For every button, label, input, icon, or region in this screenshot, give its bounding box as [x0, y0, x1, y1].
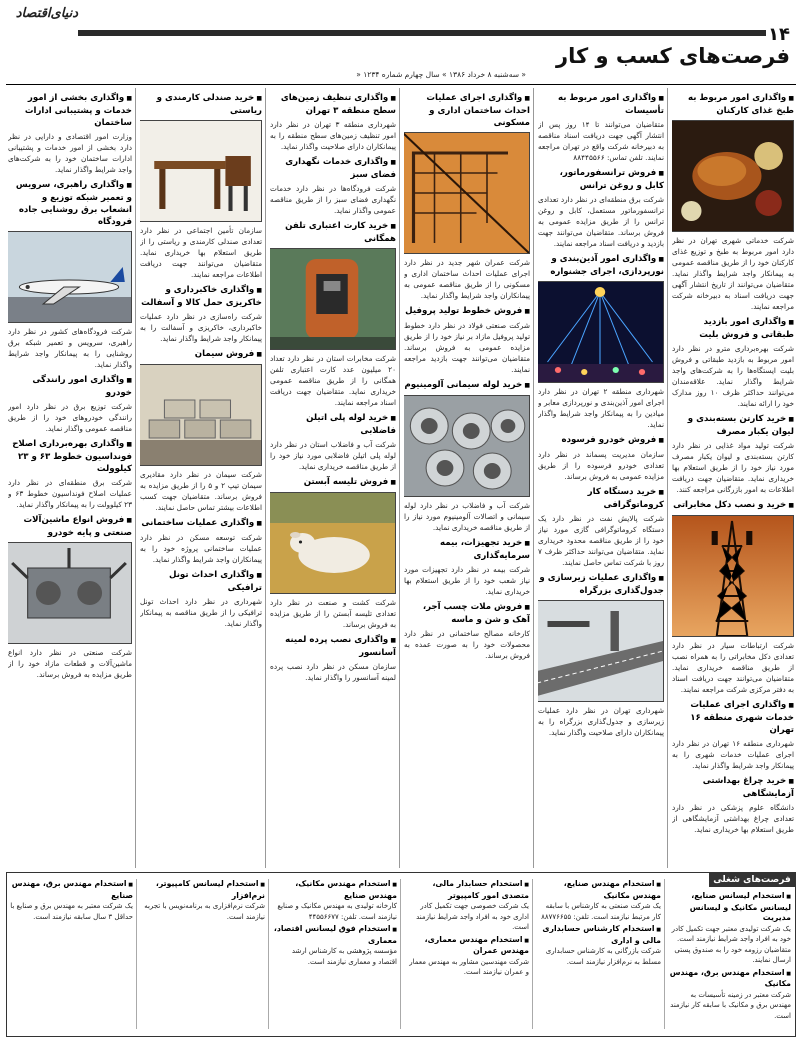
engine-photo: [8, 542, 132, 644]
ad-body: شرکت راه‌سازی در نظر دارد عملیات خاکبرداری، خاکریزی و آسفالت را به پیمانکار واجد شرایط واگذار نماید.: [140, 312, 262, 343]
highway-photo: [538, 600, 664, 702]
job-body: شرکت مهندسین مشاور به مهندس معمار و عمران نیازمند است.: [409, 957, 529, 976]
ad-title[interactable]: ■ واگذاری عملیات ساختمانی: [140, 517, 262, 530]
ad-body: شرکت پالایش نفت در نظر دارد یک دستگاه کروماتوگرافی گازی مورد نیاز خود را از طریق مناقصه محدود خریداری نماید. متقاضیان می‌توانند حداکثر ظرف ۷ روز با شرکت تماس حاصل نمایند.: [538, 514, 664, 567]
telecom-tower-photo: [672, 515, 794, 637]
job-title[interactable]: ■ استخدام لیسانس صنایع، لیسانس مکانیک و لیسانس مدیریت: [667, 891, 791, 924]
ad-body: کارخانه مصالح ساختمانی در نظر دارد محصولات خود را به صورت عمده به فروش برساند.: [404, 629, 530, 660]
ad-body: شرکت ارتباطات سیار در نظر دارد تعدادی دکل مخابراتی را به همراه نصب از طریق مناقصه خریداری نماید. متقاضیان می‌توانند جهت دریافت اسناد به دفتر مرکزی شرکت مراجعه نمایند.: [672, 641, 794, 694]
ad-title[interactable]: ■ واگذاری بهره‌برداری اصلاح فونداسیون خطوط ۶۳ و ۲۳ کیلوولت: [8, 438, 132, 475]
ad-title[interactable]: ■ واگذاری خاکبرداری و خاکریزی حمل کالا و آسفالت: [140, 284, 262, 309]
column-divider: [533, 88, 534, 868]
job-body: یک شرکت معتبر به مهندس برق و صنایع با حداقل ۳ سال سابقه نیازمند است.: [10, 902, 133, 921]
column-divider: [399, 88, 400, 868]
jobs-column: [537, 877, 661, 1032]
column-5: [140, 88, 262, 870]
job-title[interactable]: ■ استخدام فوق لیسانس اقتصاد، معماری: [273, 924, 397, 946]
job-title[interactable]: ■ استخدام مهندس معماری، مهندس عمران: [405, 935, 529, 957]
job-body: یک شرکت خصوصی جهت تکمیل کادر اداری خود به افراد واجد شرایط نیازمند است.: [416, 902, 529, 931]
jobs-column: [9, 877, 133, 1032]
festival-lights-photo: [538, 281, 664, 383]
ad-body: شرکت فرودگاه‌ها در نظر دارد خدمات نگهداری فضای سبز را از طریق مناقصه عمومی واگذار نماید.: [270, 184, 396, 215]
ad-body: شرکت خدماتی شهری تهران در نظر دارد امور مربوط به طبخ و توزیع غذای کارکنان خود را از طریق مناقصه عمومی به پیمانکار واجد شرایط واگذار نماید. متقاضیان می‌توانند از تاریخ انتشار آگهی جهت دریافت اسناد به دبیرخانه شرکت مراجعه نمایند.: [672, 236, 794, 311]
ad-title[interactable]: ■ واگذاری امور بازدید طبقاتی و فروش بلیت: [672, 316, 794, 341]
ad-title[interactable]: ■ واگذاری خدمات نگهداری فضای سبز: [270, 156, 396, 181]
job-title[interactable]: ■ استخدام مهندس برق، مهندس مکانیک: [667, 968, 791, 990]
ad-title[interactable]: ■ فروش سیمان: [140, 348, 262, 361]
ad-title[interactable]: ■ فروش انواع ماشین‌آلات صنعتی و پایه خودرو: [8, 514, 132, 539]
ad-title[interactable]: ■ واگذاری تنظیف زمین‌های سطح منطقه ۳ تهران: [270, 92, 396, 117]
ad-title[interactable]: ■ واگذاری امور رانندگی خودرو: [8, 374, 132, 399]
food-photo: [672, 120, 794, 232]
jobs-column: [405, 877, 529, 1032]
calf-photo: [270, 492, 396, 594]
ad-body: شرکت بیمه در نظر دارد تجهیزات مورد نیاز شعب خود را از طریق استعلام بها خریداری نماید.: [404, 565, 530, 596]
ad-title[interactable]: ■ واگذاری بخشی از امور خدمات و پشتیبانی ادارات ساختمان: [8, 92, 132, 129]
ad-title[interactable]: ■ خرید کارت اعتباری تلفن همگانی: [270, 220, 396, 245]
ad-body: شهرداری منطقه ۲ تهران در نظر دارد اجرای امور آذین‌بندی و نورپردازی معابر و میادین را به پیمانکار واجد شرایط واگذار نماید.: [538, 387, 664, 429]
ad-body: شهرداری منطقه ۳ تهران در نظر دارد امور تنظیف زمین‌های سطح منطقه را به پیمانکاران دارای صلاحیت واگذار نماید.: [270, 120, 396, 151]
job-title[interactable]: ■ استخدام مهندس مکانیک، مهندس صنایع: [273, 879, 397, 901]
ad-title[interactable]: ■ فروش خودرو فرسوده: [538, 434, 664, 447]
column-divider: [532, 879, 533, 1029]
ad-title[interactable]: ■ خرید تجهیزات، بیمه سرمایه‌گذاری: [404, 537, 530, 562]
cement-bags-photo: [140, 364, 262, 466]
column-divider: [664, 879, 665, 1029]
header-rule: [6, 84, 796, 85]
ad-body: شرکت برق منطقه‌ای در نظر دارد تعدادی ترانسفورماتور مستعمل، کابل و روغن ترانس را از طریق مزایده عمومی به فروش برساند. متقاضیان می‌توانند جهت بازدید و دریافت اسناد مراجعه نمایند.: [538, 195, 664, 248]
pipes-photo: [404, 395, 530, 497]
ad-body: شرکت کشت و صنعت در نظر دارد تعدادی تلیسه آبستن را از طریق مزایده به فروش برساند.: [270, 598, 396, 629]
ad-body: شرکت عمران شهر جدید در نظر دارد اجرای عملیات احداث ساختمان اداری و مسکونی را از طریق مناقصه عمومی به پیمانکاران واجد شرایط واگذار نماید.: [404, 258, 530, 300]
airplane-photo: [8, 231, 132, 323]
ad-title[interactable]: ■ واگذاری راهبری، سرویس و تعمیر شبکه توزیع و انشعاب برق روشنایی جاده فرودگاه: [8, 179, 132, 228]
ad-title[interactable]: ■ واگذاری نصب پرده لمینه آسانسور: [270, 634, 396, 659]
ad-title[interactable]: ■ خرید چراغ بهداشتی آزمایشگاهی: [672, 775, 794, 800]
ad-title[interactable]: ■ فروش تلیسه آبستن: [270, 476, 396, 489]
ad-body: شرکت تولید مواد غذایی در نظر دارد کارتن بسته‌بندی و لیوان یکبار مصرف مورد نیاز خود را از طریق استعلام بها خریداری نماید. متقاضیان جهت دریافت اطلاعات به امور بازرگانی مراجعه کنند.: [672, 441, 794, 494]
ad-title[interactable]: ■ واگذاری احداث تونل ترافیکی: [140, 569, 262, 594]
ad-title[interactable]: ■ واگذاری عملیات زیرسازی و جدول‌گذاری بزرگراه: [538, 572, 664, 597]
ad-body: شرکت مخابرات استان در نظر دارد تعداد ۲۰ میلیون عدد کارت اعتباری تلفن همگانی را از طریق مناقصه عمومی خریداری نماید. متقاضیان جهت دریافت اسناد مراجعه نمایند.: [270, 354, 396, 407]
ad-title[interactable]: ■ خرید دستگاه کار کروماتوگرافی: [538, 486, 664, 511]
column-divider: [268, 879, 269, 1029]
ad-body: شرکت بهره‌برداری مترو در نظر دارد امور مربوط به بازدید طبقاتی و فروش بلیت ایستگاه‌ها را به شرکت‌های واجد شرایط واگذار نماید. علاقه‌مندان می‌توانند حداکثر ظرف ۱۰ روز مدارک خود را ارائه نمایند.: [672, 344, 794, 408]
ad-body: شرکت سیمان در نظر دارد مقادیری سیمان تیپ ۲ و ۵ را از طریق مزایده به فروش برساند. متقاضیان جهت کسب اطلاعات بیشتر تماس حاصل نمایند.: [140, 470, 262, 512]
ad-body: شرکت فرودگاه‌های کشور در نظر دارد راهبری، سرویس و تعمیر شبکه برق روشنایی را به پیمانکار واجد شرایط واگذار نماید.: [8, 327, 132, 369]
ad-title[interactable]: ■ فروش ترانسفورماتور، کابل و روغن ترانس: [538, 167, 664, 192]
ad-body: وزارت امور اقتصادی و دارایی در نظر دارد بخشی از امور خدمات و پشتیبانی ادارات ساختمان خود را به شرکت‌های واجد شرایط واگذار نماید.: [8, 132, 132, 174]
ad-title[interactable]: ■ خرید لوله پلی اتیلن فاضلابی: [270, 412, 396, 437]
ad-body: شرکت صنعتی فولاد در نظر دارد خطوط تولید پروفیل مازاد بر نیاز خود را از طریق مزایده عمومی به فروش برساند. متقاضیان می‌توانند جهت بازدید مراجعه نمایند.: [404, 321, 530, 374]
jobs-column: [667, 889, 791, 1044]
ad-body: شهرداری در نظر دارد احداث تونل ترافیکی را از طریق مناقصه به پیمانکار واگذار نماید.: [140, 597, 262, 628]
column-divider: [400, 879, 401, 1029]
ad-body: شرکت صنعتی در نظر دارد انواع ماشین‌آلات و قطعات مازاد خود را از طریق مزایده به فروش برساند.: [8, 648, 132, 679]
jobs-section: [6, 872, 796, 1037]
ad-body: سازمان مسکن در نظر دارد نصب پرده لمینه آسانسور را واگذار نماید.: [270, 662, 396, 682]
page-number: ۱۴: [766, 26, 792, 44]
header-bar: [78, 30, 766, 36]
ad-body: شرکت توزیع برق در نظر دارد امور رانندگی خودروهای خود را از طریق مناقصه عمومی واگذار نماید.: [8, 402, 132, 433]
office-furniture-photo: [140, 120, 262, 222]
job-body: کارخانه تولیدی به مهندس مکانیک و صنایع نیازمند است. تلفن: ۴۴۵۵۶۶۷۷: [277, 902, 397, 921]
ad-body: شهرداری تهران در نظر دارد عملیات زیرسازی و جدول‌گذاری بزرگراه را به پیمانکاران دارای صلاحیت واگذار نماید.: [538, 706, 664, 737]
column-divider: [667, 88, 668, 868]
issue-meta: « سه‌شنبه ۸ خرداد ۱۳۸۶ » سال چهارم شماره ۱۲۳۴ «: [356, 70, 526, 79]
column-6: [8, 88, 132, 870]
phone-booth-photo: [270, 248, 396, 350]
column-2: [538, 88, 664, 870]
column-4: [270, 88, 396, 870]
jobs-tab: فرصت‌های شغلی: [709, 873, 795, 887]
ad-title[interactable]: ■ خرید کارتن بسته‌بندی و لیوان یکبار مصرف: [672, 413, 794, 438]
ad-body: شرکت آب و فاضلاب در نظر دارد لوله سیمانی و اتصالات آلومینیوم مورد نیاز را از طریق مناقصه خریداری نماید.: [404, 501, 530, 532]
job-body: مؤسسه پژوهشی به کارشناس ارشد اقتصاد و معماری نیازمند است.: [291, 947, 397, 966]
jobs-column: [141, 877, 265, 1032]
jobs-column: [273, 877, 397, 1032]
job-title[interactable]: ■ استخدام حسابدار مالی، متصدی امور کامپیوتر: [405, 879, 529, 901]
column-divider: [265, 88, 266, 868]
newspaper-logo: دنیای‌اقتصاد: [15, 6, 78, 21]
ad-title[interactable]: ■ واگذاری امور مربوط به تأسیسات: [538, 92, 664, 117]
column-divider: [135, 88, 136, 868]
job-title[interactable]: ■ استخدام مهندس صنایع، مهندس مکانیک: [537, 879, 661, 901]
construction-photo: [404, 132, 530, 254]
ad-body: شهرداری منطقه ۱۶ تهران در نظر دارد اجرای عملیات خدمات شهری را به پیمانکار واجد شرایط واگذار نماید.: [672, 739, 794, 770]
ad-body: شرکت برق منطقه‌ای در نظر دارد عملیات اصلاح فونداسیون خطوط ۶۳ و ۲۳ کیلوولت را به پیمانکار واگذار نماید.: [8, 478, 132, 509]
ad-title[interactable]: ■ واگذاری امور آذین‌بندی و نورپردازی، اجرای جشنواره: [538, 253, 664, 278]
ad-body: شرکت توسعه مسکن در نظر دارد عملیات ساختمانی پروژه خود را به پیمانکاران واجد شرایط واگذار نماید.: [140, 533, 262, 564]
ad-title[interactable]: ■ واگذاری امور مربوط به طبخ غذای کارکنان: [672, 92, 794, 117]
section-title: فرصت‌های کسب و کار: [555, 44, 790, 68]
column-3: [404, 88, 530, 870]
ad-title[interactable]: ■ خرید صندلی کارمندی و ریاستی: [140, 92, 262, 117]
job-title[interactable]: ■ استخدام کارشناس حسابداری مالی و اداری: [537, 924, 661, 946]
column-1: [672, 88, 794, 870]
ad-body: دانشگاه علوم پزشکی در نظر دارد تعدادی چراغ بهداشتی آزمایشگاهی از طریق استعلام بها خریداری نماید.: [672, 803, 794, 834]
ad-body: سازمان تأمین اجتماعی در نظر دارد تعدادی صندلی کارمندی و ریاستی را از طریق استعلام بها خریداری نماید. متقاضیان می‌توانند جهت دریافت اطلاعات مراجعه نمایند.: [140, 226, 262, 279]
ad-body: متقاضیان می‌توانند تا ۱۴ روز پس از انتشار آگهی جهت دریافت اسناد مناقصه به دبیرخانه شرکت واقع در تهران مراجعه نمایند. تلفن تماس: ۸۸۴۴۵۵۶۶: [538, 120, 664, 162]
ad-title[interactable]: ■ واگذاری اجرای عملیات خدمات شهری منطقه ۱۶ تهران: [672, 699, 794, 736]
ad-title[interactable]: ■ فروش ملات چسب آجر، آهک و شن و ماسه: [404, 601, 530, 626]
job-body: شرکت نرم‌افزاری به برنامه‌نویس با تجربه نیازمند است.: [144, 902, 265, 921]
ad-title[interactable]: ■ خرید لوله سیمانی آلومینیوم: [404, 379, 530, 392]
job-body: شرکت معتبر در زمینه تأسیسات به مهندس برق و مکانیک با سابقه کار نیازمند است.: [670, 990, 791, 1020]
job-body: یک شرکت تولیدی معتبر جهت تکمیل کادر خود به افراد واجد شرایط نیازمند است. متقاضیان رزومه خود را به صندوق پستی ارسال نمایند.: [671, 924, 791, 964]
job-body: یک شرکت صنعتی به کارشناس با سابقه کار مرتبط نیازمند است. تلفن: ۸۸۷۷۶۶۵۵: [541, 902, 661, 921]
ad-title[interactable]: ■ فروش خطوط تولید پروفیل: [404, 305, 530, 318]
ad-body: شرکت آب و فاضلاب استان در نظر دارد لوله پلی اتیلن فاضلابی مورد نیاز خود را از طریق مناقصه خریداری نماید.: [270, 440, 396, 471]
ad-body: سازمان مدیریت پسماند در نظر دارد تعدادی خودرو فرسوده را از طریق مزایده عمومی به فروش برساند.: [538, 450, 664, 481]
job-title[interactable]: ■ استخدام لیسانس کامپیوتر، نرم‌افزار: [141, 879, 265, 901]
column-divider: [136, 879, 137, 1029]
ad-title[interactable]: ■ واگذاری اجرای عملیات احداث ساختمان اداری و مسکونی: [404, 92, 530, 129]
job-body: شرکت بازرگانی به کارشناس حسابداری مسلط به نرم‌افزار نیازمند است.: [545, 947, 661, 966]
ad-title[interactable]: ■ خرید و نصب دکل مخابراتی: [672, 499, 794, 512]
job-title[interactable]: ■ استخدام مهندس برق، مهندس صنایع: [9, 879, 133, 901]
